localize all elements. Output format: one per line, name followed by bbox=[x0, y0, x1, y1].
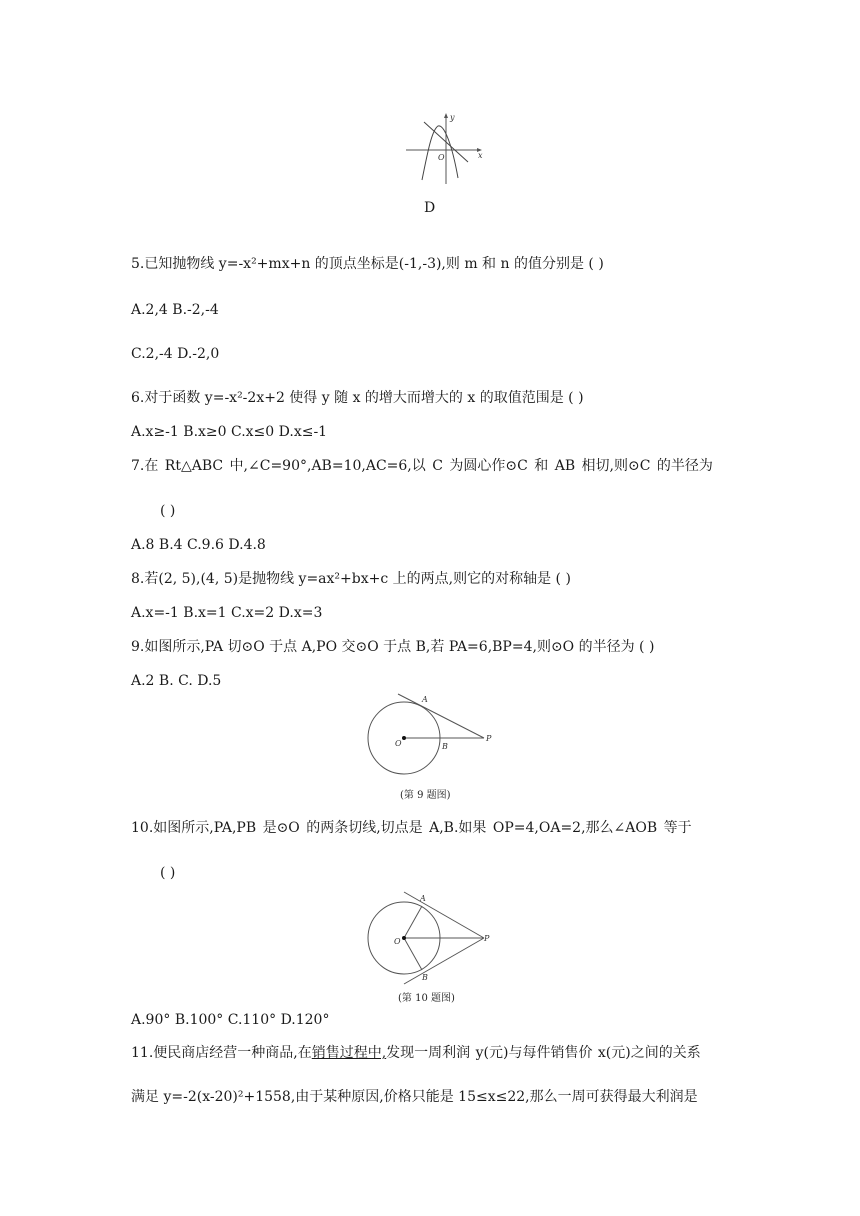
q6-stem: 6.对于函数 y=-x²-2x+2 使得 y 随 x 的增大而增大的 x 的取值范围是 ( ) bbox=[131, 390, 584, 406]
label-b: B bbox=[422, 973, 428, 982]
x-axis-label: x bbox=[478, 151, 483, 160]
q11-line1-part-b: 发现一周利润 y(元)与每件销售价 x(元)之间的关系 bbox=[386, 1045, 701, 1061]
q7-paren: ( ) bbox=[160, 503, 176, 519]
q9-stem: 9.如图所示,PA 切⊙O 于点 A,PO 交⊙O 于点 B,若 PA=6,BP=4,则⊙O 的半径为 ( ) bbox=[131, 639, 655, 655]
q5-stem: 5.已知抛物线 y=-x²+mx+n 的顶点坐标是(-1,-3),则 m 和 n 的值分别是 ( ) bbox=[131, 256, 604, 272]
center-dot bbox=[402, 936, 406, 940]
origin-label: O bbox=[438, 153, 445, 162]
q5-options-cd: C.2,-4 D.-2,0 bbox=[131, 346, 220, 362]
y-axis-arrow bbox=[444, 113, 448, 118]
tangent-line-pa bbox=[404, 892, 484, 938]
label-o: O bbox=[395, 739, 402, 748]
center-dot bbox=[402, 736, 406, 740]
q11-line1-part-a: 11.便民商店经营一种商品,在 bbox=[131, 1045, 312, 1061]
q8-stem: 8.若(2, 5),(4, 5)是抛物线 y=ax²+bx+c 上的两点,则它的对称轴是 ( ) bbox=[131, 571, 571, 587]
q11-line2: 满足 y=-2(x-20)²+1558,由于某种原因,价格只能是 15≤x≤22,那么一周可获得最大利润是 bbox=[131, 1089, 698, 1105]
label-o: O bbox=[394, 937, 401, 946]
q7-options: A.8 B.4 C.9.6 D.4.8 bbox=[131, 537, 266, 553]
figure-10-two-tangents bbox=[360, 888, 500, 988]
figure-d-label: D bbox=[424, 200, 436, 216]
label-a: A bbox=[420, 894, 426, 903]
label-p: P bbox=[486, 734, 492, 743]
q10-stem: 10.如图所示,PA,PB 是⊙O 的两条切线,切点是 A,B.如果 OP=4,OA=2,那么∠AOB 等于 bbox=[131, 820, 692, 836]
q7-stem: 7.在 Rt△ABC 中,∠C=90°,AB=10,AC=6,以 C 为圆心作⊙C 和 AB 相切,则⊙C 的半径为 bbox=[131, 458, 713, 474]
figure-d-graph bbox=[400, 108, 490, 186]
segment-ob bbox=[404, 938, 422, 970]
q11-line1 bbox=[131, 1044, 701, 1062]
q5-options-ab: A.2,4 B.-2,-4 bbox=[131, 302, 219, 318]
figure-9-circle-tangent bbox=[360, 690, 500, 780]
segment-oa bbox=[404, 906, 422, 938]
y-axis-label: y bbox=[450, 113, 455, 122]
figure-10-caption: (第 10 题图) bbox=[398, 993, 455, 1004]
tangent-line-pb bbox=[404, 938, 484, 984]
label-b: B bbox=[442, 742, 448, 751]
q11-underlined-text: 销售过程中, bbox=[311, 1045, 387, 1061]
figure-9-caption: (第 9 题图) bbox=[400, 790, 451, 801]
q6-options: A.x≥-1 B.x≥0 C.x≤0 D.x≤-1 bbox=[131, 424, 328, 440]
q8-options: A.x=-1 B.x=1 C.x=2 D.x=3 bbox=[131, 605, 323, 621]
label-p: P bbox=[484, 934, 490, 943]
q10-options: A.90° B.100° C.110° D.120° bbox=[131, 1012, 330, 1028]
q9-options: A.2 B. C. D.5 bbox=[131, 673, 222, 689]
label-a: A bbox=[422, 695, 428, 704]
tangent-line-pa bbox=[398, 694, 484, 738]
q10-paren: ( ) bbox=[160, 865, 176, 881]
